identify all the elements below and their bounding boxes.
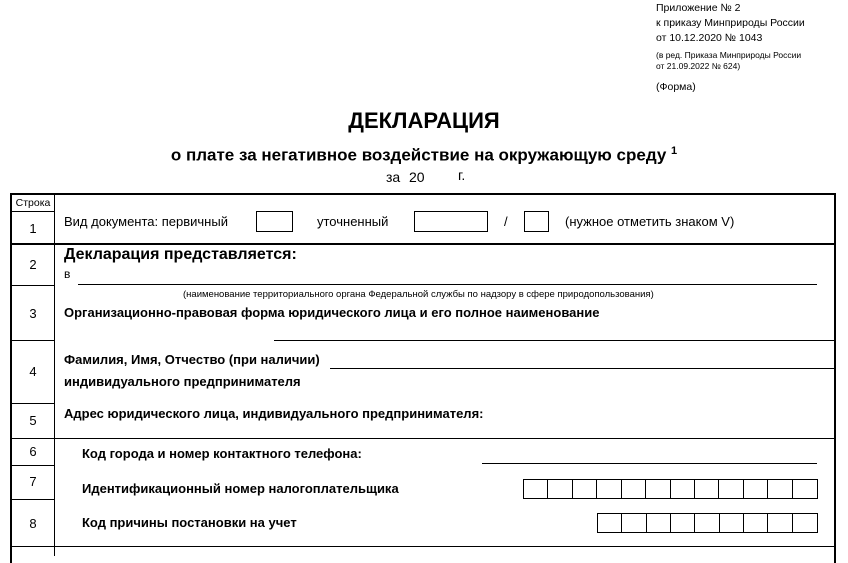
kpp-cell[interactable] [622,514,646,532]
order-date-line: от 10.12.2020 № 1043 [656,32,763,44]
row-divider [10,403,54,404]
row-divider [10,340,54,341]
correction-number-box[interactable] [524,211,549,232]
edition-note [656,50,805,72]
mark-hint: (нужное отметить знаком V) [565,214,735,229]
edition-line-1: (в ред. Приказа Минприроды России [656,50,802,60]
phone-field[interactable] [482,463,817,464]
row-divider [10,499,54,500]
form-label: (Форма) [656,81,696,93]
inn-label: Идентификационный номер налогоплательщика [82,481,399,496]
inn-cell[interactable] [695,480,719,498]
kpp-cell[interactable] [598,514,622,532]
edition-line-2: от 21.09.2022 № 624) [656,61,741,71]
row-number: 8 [29,516,37,531]
kpp-label: Код причины постановки на учет [82,515,297,530]
row-divider [10,243,836,245]
inn-cell[interactable] [573,480,597,498]
inn-cell[interactable] [744,480,768,498]
kpp-cells[interactable] [597,513,818,533]
authority-name-field[interactable] [78,284,817,285]
row-number-column-divider [54,193,55,556]
doc-type-label: Вид документа: первичный [64,214,228,229]
period-prefix: за [386,169,401,185]
kpp-cell[interactable] [671,514,695,532]
footnote-marker: 1 [671,145,678,157]
entrepreneur-name-label: Фамилия, Имя, Отчество (при наличии) [64,352,320,367]
primary-checkbox[interactable] [256,211,293,232]
row-number: 6 [29,444,37,459]
inn-cell[interactable] [524,480,548,498]
inn-cell[interactable] [671,480,695,498]
row-divider [10,546,836,547]
inn-cell[interactable] [793,480,817,498]
inn-cell[interactable] [768,480,792,498]
kpp-cell[interactable] [720,514,744,532]
entrepreneur-label: индивидуального предпринимателя [64,374,301,389]
address-label: Адрес юридического лица, индивидуального предпринимателя: [64,406,484,421]
kpp-cell[interactable] [695,514,719,532]
kpp-cell[interactable] [768,514,792,532]
row-number: 1 [29,221,37,236]
period-suffix: г. [458,167,466,183]
kpp-cell[interactable] [744,514,768,532]
row-column-header: Строка [15,197,51,209]
org-form-label: Организационно-правовая форма юридического лица и его полное наименование [64,305,600,320]
corrected-label: уточненный [317,214,389,229]
inn-cell[interactable] [597,480,621,498]
document-subtitle [0,145,848,166]
kpp-cell[interactable] [793,514,817,532]
phone-label: Код города и номер контактного телефона: [82,446,362,461]
row-number: 2 [29,257,37,272]
row-number: 7 [29,474,37,489]
submitted-to-heading: Декларация представляется: [64,246,297,263]
subtitle-text: о плате за негативное воздействие на окружающую среду [170,145,667,165]
row-number: 5 [29,413,37,428]
inn-cell[interactable] [548,480,572,498]
entrepreneur-name-field[interactable] [330,368,836,369]
slash-separator: / [504,214,508,229]
appendix-block [656,1,805,95]
inn-cells[interactable] [523,479,818,499]
authority-name-caption: (наименование территориального органа Федеральной службы по надзору в сфере природопользования) [183,289,654,300]
submitted-to-prefix: в [64,267,71,281]
document-title: ДЕКЛАРАЦИЯ [348,108,500,133]
corrected-checkbox[interactable] [414,211,488,232]
appendix-line: Приложение № 2 [656,2,741,14]
org-name-field[interactable] [274,340,836,341]
inn-cell[interactable] [646,480,670,498]
inn-cell[interactable] [622,480,646,498]
period-year-field[interactable]: 20 [409,169,425,185]
row-divider [10,465,54,466]
row-number: 4 [29,364,37,379]
kpp-cell[interactable] [647,514,671,532]
row-number: 3 [29,306,37,321]
order-line: к приказу Минприроды России [656,17,805,29]
row-divider [10,438,836,439]
row-divider [10,285,54,286]
header-divider [10,211,54,212]
inn-cell[interactable] [719,480,743,498]
